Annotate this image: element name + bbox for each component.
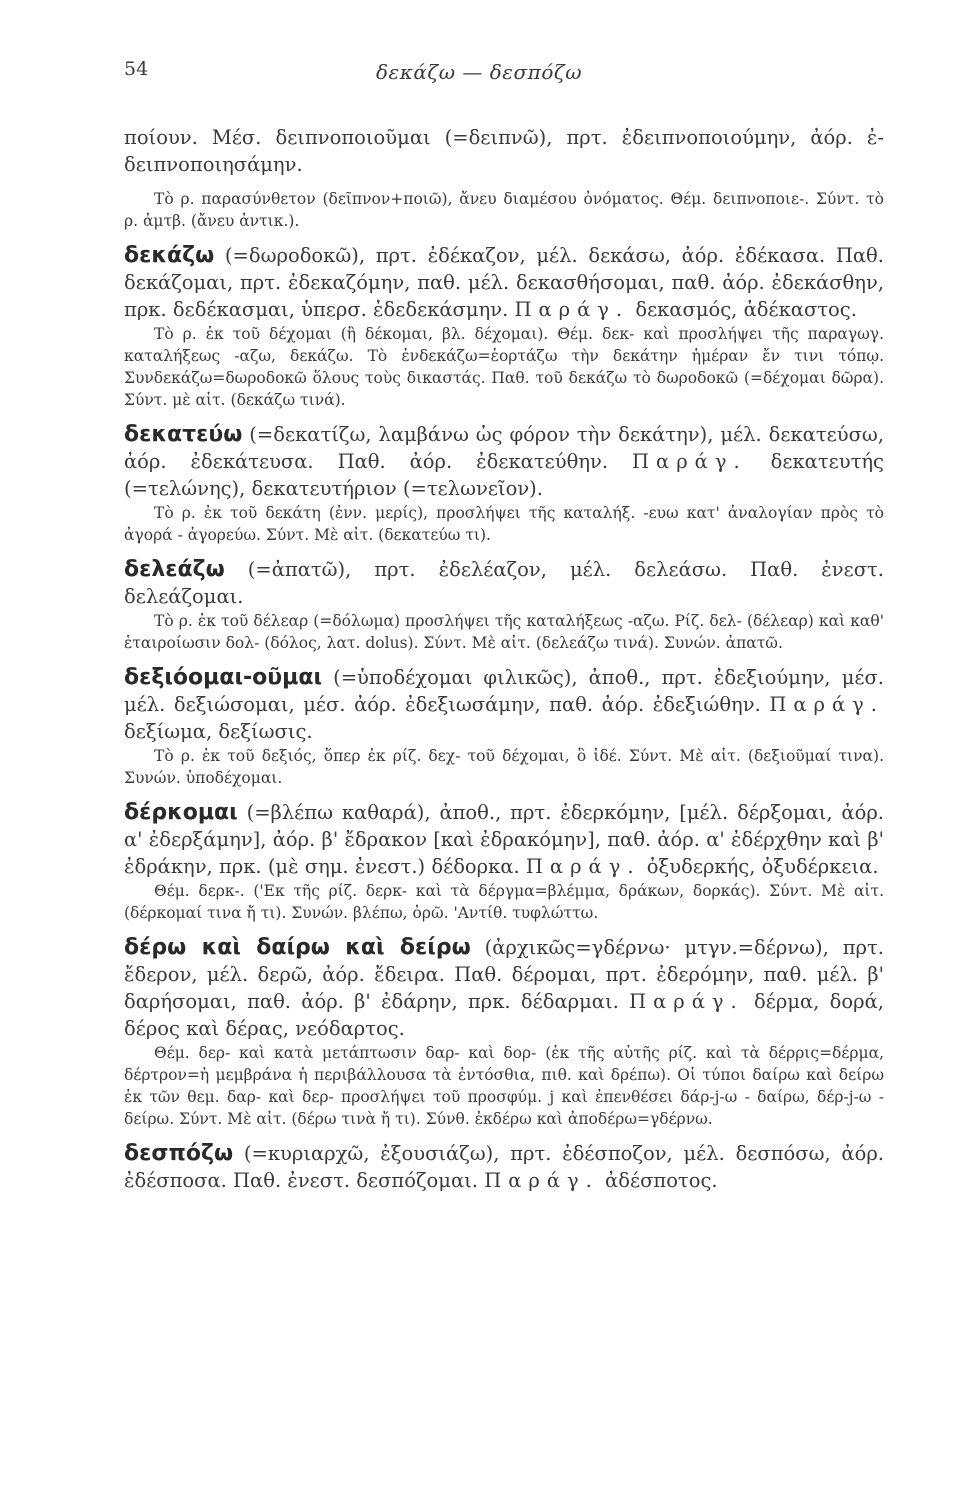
entry-dekateuo bbox=[124, 421, 884, 502]
derivatives-label: Παράγ. bbox=[514, 298, 630, 321]
etymology-note: Τὸ ρ. ἐκ τοῦ δεκάτη (ἐνν. μερίς), προσλήψει τῆς καταλήξ. -ευω κατ' ἀναλογίαν πρὸς τὸ ἀγορά - ἀγορεύω. Σύντ. Μὲ αἰτ. (δεκατεύω τι). bbox=[124, 504, 884, 544]
entry-derkomai bbox=[124, 799, 884, 880]
entry-dero bbox=[124, 934, 884, 1042]
entry-dexioomai bbox=[124, 664, 884, 745]
etymology-note: Τὸ ρ. ἐκ τοῦ δεξιός, ὅπερ ἐκ ρίζ. δεχ- τοῦ δέχομαι, ὃ ἰδέ. Σύντ. Μὲ αἰτ. (δεξιοῦμαί τινα). Συνών. ὑποδέχομαι. bbox=[124, 747, 884, 787]
page-body bbox=[124, 124, 884, 1194]
etymology-note: Τὸ ρ. ἐκ τοῦ δέλεαρ (=δόλωμα) προσλήψει τῆς καταλήξεως -αζω. Ρίζ. δελ- (δέλεαρ) καὶ καθ' ἑταιροίωσιν δολ- (δόλος, λατ. dolus). Σύντ. Μὲ αἰτ. (δελεάζω τινά). Συνών. ἀπατῶ. bbox=[124, 612, 884, 652]
derivatives-label: Παράγ. bbox=[629, 990, 744, 1013]
headword: δέρκομαι bbox=[124, 800, 238, 825]
entry-text: (=κυριαρχῶ, ἐξουσιάζω), πρτ. ἐδέσποζον, μέλ. δεσπόσω, ἀόρ. ἐδέσποσα. Παθ. ἐνεστ. δεσπόζομαι. bbox=[124, 1142, 884, 1192]
entry-text: (=βλέπω καθαρά), ἀποθ., πρτ. ἐδερκόμην, [μέλ. δέρξομαι, ἀόρ. α' ἐδερξάμην], ἀόρ. β' ἔδρακον [καὶ ἐδρακόμην], παθ. ἀόρ. α' ἐδέρχθην καὶ β' ἐδράκην, πρκ. (μὲ σημ. ἐνεστ.) δέδορκα. bbox=[124, 801, 884, 878]
etymology-note: Θέμ. δερ- καὶ κατὰ μετάπτωσιν δαρ- καὶ δορ- (ἐκ τῆς αὐτῆς ρίζ. καὶ τὰ δέρρις=δέρμα, δέρτρον=ἡ μεμβράνα ἡ περιβάλλουσα τὰ ἐντόσθια, πιθ. καὶ δρέπω). Οἱ τύποι δαίρω καὶ δείρω ἐκ τῶν θεμ. δαρ- καὶ δερ- προσλήψει τοῦ προσφύμ. j καὶ ἐπενθέσει δάρ-j-ω - δαίρω, δέρ-j-ω - δείρω. Σύντ. Μὲ αἰτ. (δέρω τινὰ ἤ τι). Σύνθ. ἐκδέρω καὶ ἀποδέρω=γδέρνω. bbox=[124, 1044, 884, 1128]
derivatives-label: Παράγ. bbox=[769, 693, 884, 716]
entry-dekazo bbox=[124, 242, 884, 323]
derivatives-text: δεξίωμα, δεξίωσις. bbox=[124, 720, 313, 743]
derivatives-text: δεκατευτής (=τελώνης), δεκατευτήριον (=τελωνεῖον). bbox=[124, 450, 884, 500]
entry-deleazo bbox=[124, 556, 884, 610]
headword: δεσπόζω bbox=[124, 1141, 234, 1166]
running-head: δεκάζω — δεσπόζω bbox=[375, 60, 583, 84]
entry-despozo bbox=[124, 1140, 884, 1194]
derivatives-text: ἀδέσποτος. bbox=[598, 1169, 718, 1192]
derivatives-text: ὀξυδερκής, ὀξυδέρκεια. bbox=[640, 855, 879, 878]
headword: δεκάζω bbox=[124, 243, 215, 268]
headword: δεκατεύω bbox=[124, 422, 243, 447]
entry-text: (=δωροδοκῶ), πρτ. ἐδέκαζον, μέλ. δεκάσω, ἀόρ. ἐδέκασα. Παθ. δεκάζομαι, πρτ. ἐδεκαζόμην, παθ. μέλ. δεκασθήσομαι, παθ. ἀόρ. ἐδεκάσθην, πρκ. δεδέκασμαι, ὑπερσ. ἐδεδεκάσμην. bbox=[124, 244, 884, 321]
headword: δέρω καὶ δαίρω καὶ δείρω bbox=[124, 935, 471, 960]
headword: δεξιόομαι-οῦμαι bbox=[124, 665, 323, 690]
page-number: 54 bbox=[124, 58, 149, 80]
entry-text: (=ἀπατῶ), πρτ. ἐδελέαζον, μέλ. δελεάσω. Παθ. ἐνεστ. δελεάζομαι. bbox=[124, 558, 884, 608]
entry-text: (=δεκατίζω, λαμβάνω ὡς φόρον τὴν δεκάτην), μέλ. δεκατεύσω, ἀόρ. ἐδεκάτευσα. Παθ. ἀόρ. ἐδεκατεύθην. bbox=[124, 423, 884, 473]
etymology-note: Θέμ. δερκ-. ('Εκ τῆς ρίζ. δερκ- καὶ τὰ δέργμα=βλέμμα, δράκων, δορκάς). Σύντ. Μὲ αἰτ. (δέρκομαί τινα ἤ τι). Συνών. βλέπω, ὁρῶ. 'Αντίθ. τυφλώττω. bbox=[124, 882, 884, 922]
headword: δελεάζω bbox=[124, 557, 225, 582]
derivatives-label: Παράγ. bbox=[632, 450, 747, 473]
derivatives-text: δεκασμός, ἀδέκαστος. bbox=[629, 298, 857, 321]
continued-paragraph: ποίουν. Μέσ. δειπνοποιοῦμαι (=δειπνῶ), πρτ. ἐδειπνοποιούμην, ἀόρ. ἐ-δειπνοποιησάμην. bbox=[124, 126, 884, 176]
entry-text: (=ὑποδέχομαι φιλικῶς), ἀποθ., πρτ. ἐδεξιούμην, μέσ. μέλ. δεξιώσομαι, μέσ. ἀόρ. ἐδεξιωσάμην, παθ. ἀόρ. ἐδεξιώθην. bbox=[124, 666, 884, 716]
derivatives-text: δέρμα, δορά, δέρος καὶ δέρας, νεόδαρτος. bbox=[124, 990, 884, 1040]
derivatives-label: Παράγ. bbox=[525, 855, 641, 878]
etymology-note: Τὸ ρ. παρασύνθετον (δεῖπνον+ποιῶ), ἄνευ διαμέσου ὀνόματος. Θέμ. δειπνοποιε-. Σύντ. τὸ ρ. ἀμτβ. (ἄνευ ἀντικ.). bbox=[124, 190, 884, 230]
derivatives-label: Παράγ. bbox=[484, 1169, 599, 1192]
etymology-note: Τὸ ρ. ἐκ τοῦ δέχομαι (ἢ δέκομαι, βλ. δέχομαι). Θέμ. δεκ- καὶ προσλήψει τῆς παραγωγ. καταλήξεως -αζω, δεκάζω. Τὸ ἐνδεκάζω=ἑορτάζω τὴν δεκάτην ἡμέραν ἔν τινι τόπῳ. Συνδεκάζω=δωροδοκῶ ὅλους τοὺς δικαστάς. Παθ. τοῦ δεκάζω τὸ δωροδοκῶ (=δέχομαι δῶρα). Σύντ. μὲ αἰτ. (δεκάζω τινά). bbox=[124, 325, 884, 409]
entry-text: (ἀρχικῶς=γδέρνω· μτγν.=δέρνω), πρτ. ἔδερον, μέλ. δερῶ, ἀόρ. ἔδειρα. Παθ. δέρομαι, πρτ. ἐδερόμην, παθ. μέλ. β' δαρήσομαι, παθ. ἀόρ. β' ἐδάρην, πρκ. δέδαρμαι. bbox=[124, 936, 884, 1013]
